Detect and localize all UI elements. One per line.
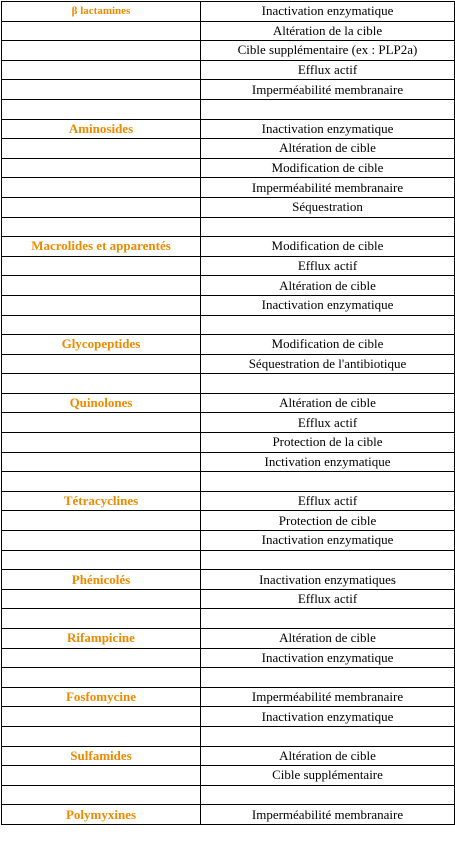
table-row [2, 256, 455, 276]
table-row [2, 629, 455, 649]
antibiotic-family-cell [2, 354, 201, 374]
antibiotic-family-cell [2, 256, 201, 276]
resistance-mechanism-cell: Inctivation enzymatique [201, 452, 455, 472]
resistance-mechanism-cell [201, 99, 455, 119]
table-row [2, 276, 455, 296]
antibiotic-family-cell [2, 472, 201, 492]
table-row [2, 21, 455, 41]
antibiotic-family-cell: Quinolones [2, 393, 201, 413]
antibiotic-family-cell [2, 139, 201, 159]
resistance-mechanism-cell: Cible supplémentaire (ex : PLP2a) [201, 41, 455, 61]
resistance-mechanism-cell [201, 550, 455, 570]
table-row [2, 687, 455, 707]
table-row [2, 491, 455, 511]
table-row [2, 119, 455, 139]
table-row [2, 413, 455, 433]
resistance-mechanism-cell: Inactivation enzymatique [201, 531, 455, 551]
resistance-mechanism-cell: Cible supplémentaire [201, 766, 455, 786]
resistance-mechanism-cell [201, 785, 455, 805]
table-row [2, 41, 455, 61]
resistance-mechanism-cell: Efflux actif [201, 491, 455, 511]
table-row [2, 295, 455, 315]
table-row [2, 217, 455, 237]
resistance-mechanism-cell: Protection de la cible [201, 433, 455, 453]
antibiotic-family-cell: Aminosides [2, 119, 201, 139]
resistance-mechanism-cell: Inactivation enzymatiques [201, 570, 455, 590]
antibiotic-family-cell: Glycopeptides [2, 335, 201, 355]
antibiotic-family-cell [2, 178, 201, 198]
antibiotic-family-cell [2, 668, 201, 688]
resistance-mechanism-cell: Altération de cible [201, 629, 455, 649]
antibiotic-family-cell: Sulfamides [2, 746, 201, 766]
antibiotic-family-cell [2, 511, 201, 531]
resistance-mechanism-cell: Efflux actif [201, 589, 455, 609]
antibiotic-family-cell [2, 785, 201, 805]
resistance-mechanism-cell: Inactivation enzymatique [201, 119, 455, 139]
antibiotic-family-cell [2, 609, 201, 629]
resistance-mechanism-cell: Inactivation enzymatique [201, 2, 455, 22]
table-row [2, 197, 455, 217]
resistance-mechanism-cell [201, 217, 455, 237]
table-row [2, 315, 455, 335]
resistance-mechanism-cell: Séquestration [201, 197, 455, 217]
antibiotic-family-cell [2, 21, 201, 41]
resistance-mechanism-cell: Inactivation enzymatique [201, 295, 455, 315]
table-row [2, 609, 455, 629]
table-row [2, 726, 455, 746]
antibiotic-family-cell: Polymyxines [2, 805, 201, 825]
antibiotic-family-cell [2, 531, 201, 551]
antibiotic-family-cell [2, 766, 201, 786]
antibiotic-family-cell [2, 648, 201, 668]
table-row [2, 570, 455, 590]
antibiotic-family-cell [2, 99, 201, 119]
table-row [2, 80, 455, 100]
resistance-mechanism-cell: Imperméabilité membranaire [201, 805, 455, 825]
antibiotic-family-cell [2, 295, 201, 315]
resistance-mechanism-cell: Efflux actif [201, 256, 455, 276]
resistance-mechanism-cell: Inactivation enzymatique [201, 707, 455, 727]
table-row [2, 139, 455, 159]
table-row [2, 354, 455, 374]
antibiotic-family-cell [2, 452, 201, 472]
table-row [2, 60, 455, 80]
resistance-mechanism-cell: Altération de la cible [201, 21, 455, 41]
resistance-mechanism-cell: Modification de cible [201, 335, 455, 355]
table-row [2, 472, 455, 492]
resistance-mechanism-cell: Efflux actif [201, 413, 455, 433]
table-row [2, 766, 455, 786]
resistance-mechanism-cell [201, 609, 455, 629]
resistance-table [1, 1, 455, 825]
resistance-mechanism-cell: Séquestration de l'antibiotique [201, 354, 455, 374]
table-row [2, 550, 455, 570]
resistance-mechanism-cell: Imperméabilité membranaire [201, 687, 455, 707]
antibiotic-family-cell [2, 276, 201, 296]
antibiotic-family-cell: Fosfomycine [2, 687, 201, 707]
resistance-mechanism-cell: Imperméabilité membranaire [201, 80, 455, 100]
antibiotic-family-cell: Phénicolés [2, 570, 201, 590]
resistance-mechanism-cell [201, 726, 455, 746]
antibiotic-family-cell: Rifampicine [2, 629, 201, 649]
resistance-mechanism-cell: Altération de cible [201, 393, 455, 413]
table-row [2, 805, 455, 825]
table-row [2, 746, 455, 766]
resistance-mechanism-cell: Altération de cible [201, 746, 455, 766]
resistance-mechanism-cell: Efflux actif [201, 60, 455, 80]
antibiotic-family-cell: Tétracyclines [2, 491, 201, 511]
resistance-mechanism-cell: Modification de cible [201, 158, 455, 178]
resistance-mechanism-cell [201, 472, 455, 492]
antibiotic-family-cell [2, 550, 201, 570]
antibiotic-family-cell [2, 80, 201, 100]
table-row [2, 589, 455, 609]
antibiotic-family-cell [2, 726, 201, 746]
table-row [2, 452, 455, 472]
table-row [2, 648, 455, 668]
antibiotic-family-cell [2, 433, 201, 453]
antibiotic-family-cell [2, 158, 201, 178]
resistance-mechanism-cell: Protection de cible [201, 511, 455, 531]
resistance-mechanism-cell: Inactivation enzymatique [201, 648, 455, 668]
resistance-mechanism-cell [201, 315, 455, 335]
resistance-mechanism-cell [201, 668, 455, 688]
table-row [2, 2, 455, 22]
antibiotic-family-cell [2, 60, 201, 80]
resistance-mechanism-cell: Altération de cible [201, 139, 455, 159]
antibiotic-family-cell [2, 413, 201, 433]
antibiotic-family-cell [2, 589, 201, 609]
table-row [2, 531, 455, 551]
table-row [2, 237, 455, 257]
resistance-mechanism-cell: Altération de cible [201, 276, 455, 296]
table-row [2, 668, 455, 688]
table-row [2, 433, 455, 453]
table-row [2, 785, 455, 805]
table-row [2, 511, 455, 531]
antibiotic-family-cell [2, 197, 201, 217]
table-row [2, 99, 455, 119]
antibiotic-family-cell [2, 217, 201, 237]
table-row [2, 374, 455, 394]
antibiotic-family-cell [2, 41, 201, 61]
table-row [2, 158, 455, 178]
resistance-mechanism-cell [201, 374, 455, 394]
table-row [2, 335, 455, 355]
table-row [2, 393, 455, 413]
table-row [2, 178, 455, 198]
table-row [2, 707, 455, 727]
antibiotic-family-cell [2, 374, 201, 394]
resistance-mechanism-cell: Imperméabilité membranaire [201, 178, 455, 198]
antibiotic-family-cell [2, 315, 201, 335]
antibiotic-family-cell [2, 707, 201, 727]
resistance-table-body [2, 2, 455, 825]
antibiotic-family-cell: Macrolides et apparentés [2, 237, 201, 257]
antibiotic-family-cell: β lactamines [2, 2, 201, 22]
resistance-mechanism-cell: Modification de cible [201, 237, 455, 257]
